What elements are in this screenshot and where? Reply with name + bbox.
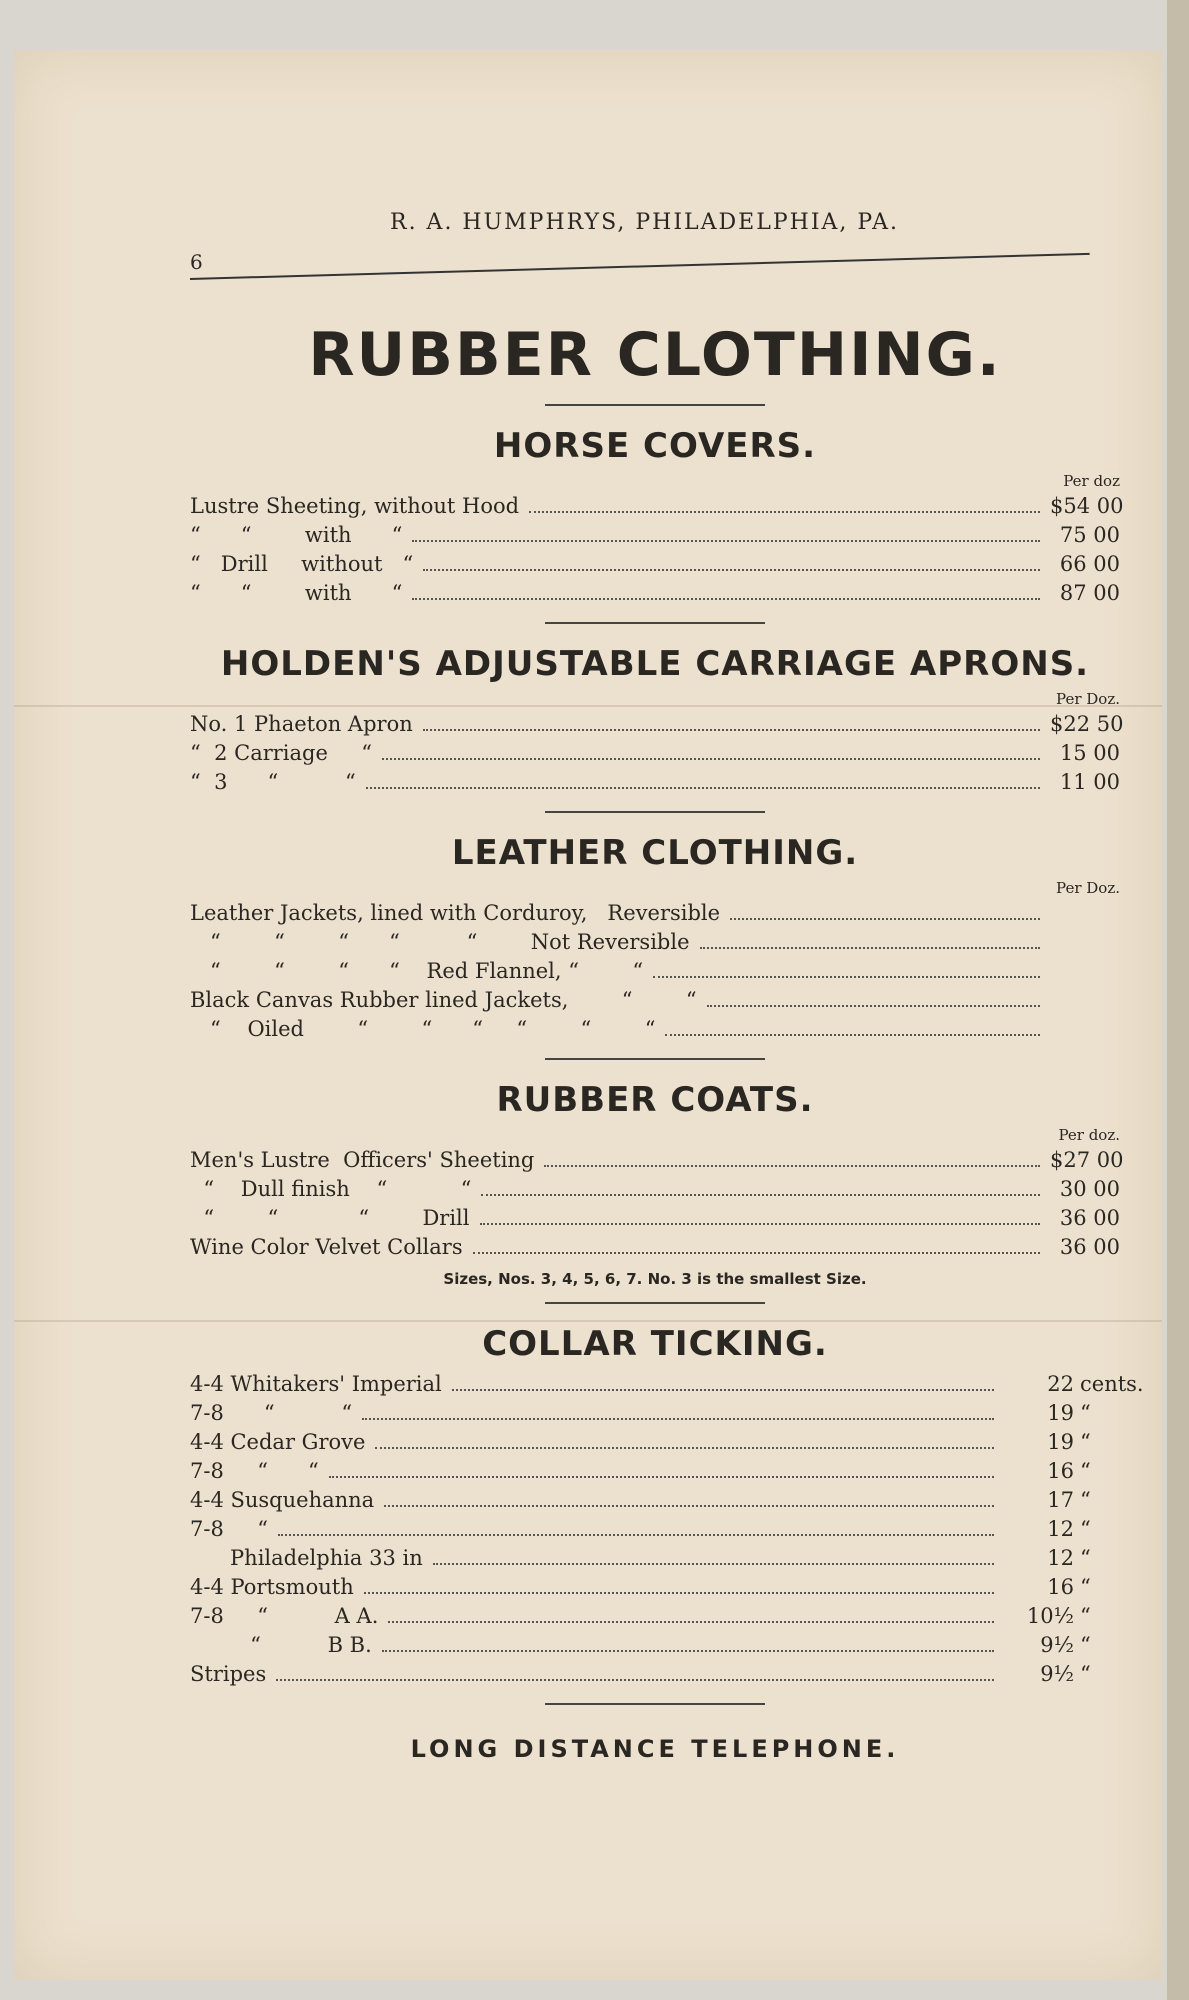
per-label: Per doz. [1058,1126,1120,1144]
item-unit: “ [1080,1517,1091,1541]
per-label: Per Doz. [1056,879,1120,897]
item-price: 36 00 [1059,1235,1120,1259]
item-unit: “ [1080,1546,1091,1570]
price-row [190,986,1120,1015]
item-price: 12 [1047,1517,1074,1541]
leader-dots [700,947,1041,949]
price-row [190,492,1124,521]
leader-dots [423,729,1040,731]
leader-dots [364,1592,994,1594]
leader-dots [433,1563,994,1565]
item-price: $22 50 [1050,712,1124,736]
price-row [190,1660,1120,1689]
item-price: 12 [1047,1546,1074,1570]
item-price: $54 00 [1050,494,1124,518]
item-label: Lustre Sheeting, without Hood [190,494,520,518]
item-label: 7-8 “ “ [190,1401,353,1425]
section-aprons [190,644,1124,797]
price-row [190,899,1120,928]
page-number: 6 [190,250,203,274]
divider [545,1302,765,1304]
leader-dots [452,1389,994,1391]
item-price: 17 [1047,1488,1074,1512]
item-label: “ “ “ “ Red Flannel, “ “ [190,959,644,983]
leader-dots [388,1621,994,1623]
page-header [190,190,1120,280]
item-price: 36 00 [1059,1206,1120,1230]
item-label: Philadelphia 33 in [190,1546,423,1570]
item-unit: “ [1080,1430,1091,1454]
item-label: 4-4 Whitakers' Imperial [190,1372,442,1396]
item-label: Men's Lustre Officers' Sheeting [190,1148,535,1172]
price-row [190,1602,1120,1631]
item-price: 66 00 [1059,552,1120,576]
size-note: Sizes, Nos. 3, 4, 5, 6, 7. No. 3 is the smallest Size. [443,1270,867,1288]
section-title: COLLAR TICKING. [482,1324,828,1364]
divider [545,404,765,406]
item-label: 4-4 Portsmouth [190,1575,354,1599]
price-row [190,1486,1120,1515]
item-price: 9½ [1040,1633,1074,1657]
item-label: “ 3 “ “ [190,770,356,794]
item-label: Stripes [190,1662,267,1686]
price-row [190,1515,1120,1544]
price-row [190,579,1120,608]
price-row [190,1631,1120,1660]
section-horse-covers [190,426,1124,608]
price-row [190,1457,1120,1486]
price-row [190,1175,1120,1204]
item-label: “ “ with “ [190,581,403,605]
item-label: 4-4 Susquehanna [190,1488,375,1512]
item-price: $27 00 [1050,1148,1124,1172]
per-label: Per doz [1063,472,1120,490]
main-title: RUBBER CLOTHING. [308,320,1002,390]
price-row [190,957,1120,986]
leader-dots [544,1165,1040,1167]
leader-dots [481,1194,1040,1196]
leader-dots [653,976,1040,978]
item-label: Leather Jackets, lined with Corduroy, Reversible [190,901,721,925]
item-label: Black Canvas Rubber lined Jackets, “ “ [190,988,697,1012]
leader-dots [707,1005,1040,1007]
price-row [190,710,1124,739]
section-collar-ticking [190,1324,1144,1689]
next-page-edge [1167,0,1189,2000]
item-unit: “ [1080,1575,1091,1599]
leader-dots [412,598,1040,600]
leader-dots [412,540,1040,542]
item-price: 87 00 [1059,581,1120,605]
price-row [190,1399,1120,1428]
item-label: “ Dull finish “ “ [190,1177,472,1201]
divider [545,1058,765,1060]
item-unit: “ [1080,1401,1091,1425]
price-row [190,1146,1124,1175]
header-title: R. A. HUMPHRYS, PHILADELPHIA, PA. [390,210,900,235]
divider [545,1703,765,1705]
price-row [190,1233,1120,1262]
header-rule [190,253,1090,280]
item-label: Wine Color Velvet Collars [190,1235,463,1259]
item-label: 7-8 “ “ [190,1459,319,1483]
item-label: “ Drill without “ [190,552,414,576]
item-unit: “ [1080,1633,1091,1657]
item-price: 30 00 [1059,1177,1120,1201]
price-row [190,550,1120,579]
item-unit: “ [1080,1459,1091,1483]
leader-dots [730,918,1040,920]
item-price: 15 00 [1059,741,1120,765]
item-price: 11 00 [1059,770,1120,794]
section-title: LEATHER CLOTHING. [451,833,859,873]
item-price: 19 [1047,1401,1074,1425]
divider [545,811,765,813]
price-row [190,768,1120,797]
leader-dots [329,1476,994,1478]
item-price: 9½ [1040,1662,1074,1686]
section-title: HORSE COVERS. [493,426,817,466]
item-price: 19 [1047,1430,1074,1454]
item-price: 16 [1047,1459,1074,1483]
item-unit: cents. [1080,1372,1144,1396]
price-row [190,1015,1120,1044]
item-label: 7-8 “ A A. [190,1604,379,1628]
item-price: 75 00 [1059,523,1120,547]
item-unit: “ [1080,1488,1091,1512]
leader-dots [278,1534,994,1536]
item-price: 22 [1047,1372,1074,1396]
item-label: 4-4 Cedar Grove [190,1430,366,1454]
item-label: “ 2 Carriage “ [190,741,373,765]
divider [545,622,765,624]
leader-dots [375,1447,994,1449]
leader-dots [382,1650,994,1652]
item-label: “ “ “ Drill [190,1206,470,1230]
per-label: Per Doz. [1056,690,1120,708]
leader-dots [382,758,1040,760]
leader-dots [473,1252,1040,1254]
price-row [190,1204,1120,1233]
item-label: No. 1 Phaeton Apron [190,712,413,736]
price-row [190,739,1120,768]
leader-dots [529,511,1040,513]
section-leather [190,833,1120,1044]
leader-dots [362,1418,994,1420]
price-row [190,1573,1120,1602]
item-label: “ “ “ “ “ Not Reversible [190,930,690,954]
section-rubber-coats [190,1080,1124,1288]
section-title: HOLDEN'S ADJUSTABLE CARRIAGE APRONS. [220,644,1090,684]
item-unit: “ [1080,1662,1091,1686]
price-row [190,928,1120,957]
price-row [190,1370,1144,1399]
item-label: “ Oiled “ “ “ “ “ “ [190,1017,656,1041]
item-label: “ B B. [190,1633,372,1657]
footer-telephone: LONG DISTANCE TELEPHONE. [410,1735,900,1763]
item-price: 10½ [1026,1604,1074,1628]
item-label: “ “ with “ [190,523,403,547]
leader-dots [366,787,1040,789]
leader-dots [384,1505,994,1507]
item-price: 16 [1047,1575,1074,1599]
item-label: 7-8 “ [190,1517,268,1541]
leader-dots [423,569,1040,571]
price-row [190,1428,1120,1457]
item-unit: “ [1080,1604,1091,1628]
price-row [190,1544,1120,1573]
leader-dots [276,1679,994,1681]
page-content [190,190,1144,1763]
leader-dots [665,1034,1040,1036]
price-row [190,521,1120,550]
section-title: RUBBER COATS. [496,1080,814,1120]
leader-dots [480,1223,1041,1225]
